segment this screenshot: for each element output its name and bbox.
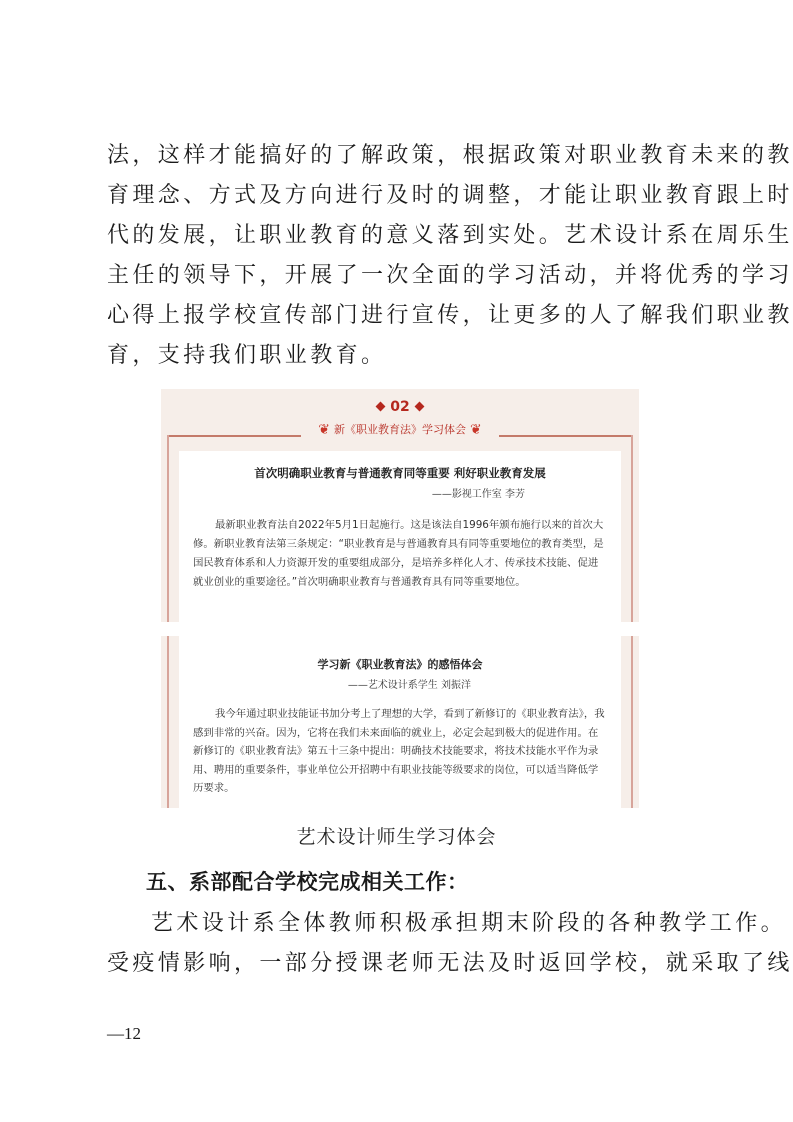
text-line: 受疫情影响，一部分授课老师无法及时返回学校，就采取了线 — [107, 951, 793, 976]
body-paragraph-2 — [107, 904, 793, 984]
text-line: 主任的领导下，开展了一次全面的学习活动，并将优秀的学习 — [107, 263, 793, 288]
section-title: 五、系部配合学校完成相关工作： — [146, 870, 469, 894]
article-title: 学习新《职业教育法》的感悟体会 — [317, 658, 483, 671]
divider — [167, 435, 169, 622]
dove-icon: ❦ — [470, 422, 482, 438]
article-image-1 — [161, 389, 639, 622]
figure-caption: 艺术设计师生学习体会 — [296, 826, 497, 848]
section-heading-text: 新《职业教育法》学习体会 — [334, 423, 466, 436]
body-paragraph-1 — [107, 136, 793, 376]
text-line: 艺术设计系全体教师积极承担期末阶段的各种教学工作。 — [151, 911, 787, 936]
article-panel — [179, 451, 621, 622]
page-number: —12 — [107, 1024, 141, 1043]
section-number — [161, 399, 639, 415]
article-image-2 — [161, 636, 639, 808]
article-author: ——影视工作室 李芳 — [431, 489, 525, 500]
text-line: 育理念、方式及方向进行及时的调整，才能让职业教育跟上时 — [107, 183, 793, 208]
article-body: 最新职业教育法自2022年5月1日起施行。这是该法自1996年颁布施行以来的首次大修。新职业教育法第三条规定：“职业教育是与普通教育具有同等重要地位的教育类型，是国民教育体系和人力资源开发的重要组成部分，是培养多样化人才、传承技术技能、促进就业创业的重要途径。”首次明确职业教育与普通教育具有同等重要地位。 — [193, 519, 604, 588]
section-heading — [161, 421, 639, 438]
divider — [167, 636, 169, 808]
diamond-icon — [376, 402, 386, 412]
section-number-text: 02 — [390, 399, 410, 415]
article-body: 我今年通过职业技能证书加分考上了理想的大学，看到了新修订的《职业教育法》，我感到非常的兴奋。因为，它将在我们未来面临的就业上，必定会起到极大的促进作用。在新修订的《职业教育法》第五十三条中提出：明确技术技能要求，将技术技能水平作为录用、聘用的重要条件，事业单位公开招聘中有职业技能等级要求的岗位，可以适当降低学历要求。 — [193, 708, 605, 794]
divider — [631, 435, 633, 622]
divider — [631, 636, 633, 808]
text-line: 育，支持我们职业教育。 — [107, 343, 387, 368]
article-author: ——艺术设计系学生 刘振洋 — [347, 680, 471, 691]
text-line: 代的发展，让职业教育的意义落到实处。艺术设计系在周乐生 — [107, 223, 793, 248]
article-title: 首次明确职业教育与普通教育同等重要 利好职业教育发展 — [254, 466, 546, 480]
text-line: 法，这样才能搞好的了解政策，根据政策对职业教育未来的教 — [107, 143, 793, 168]
diamond-icon — [414, 402, 424, 412]
text-line: 心得上报学校宣传部门进行宣传，让更多的人了解我们职业教 — [107, 303, 793, 328]
article-panel — [179, 636, 621, 808]
dove-icon: ❦ — [318, 422, 330, 438]
